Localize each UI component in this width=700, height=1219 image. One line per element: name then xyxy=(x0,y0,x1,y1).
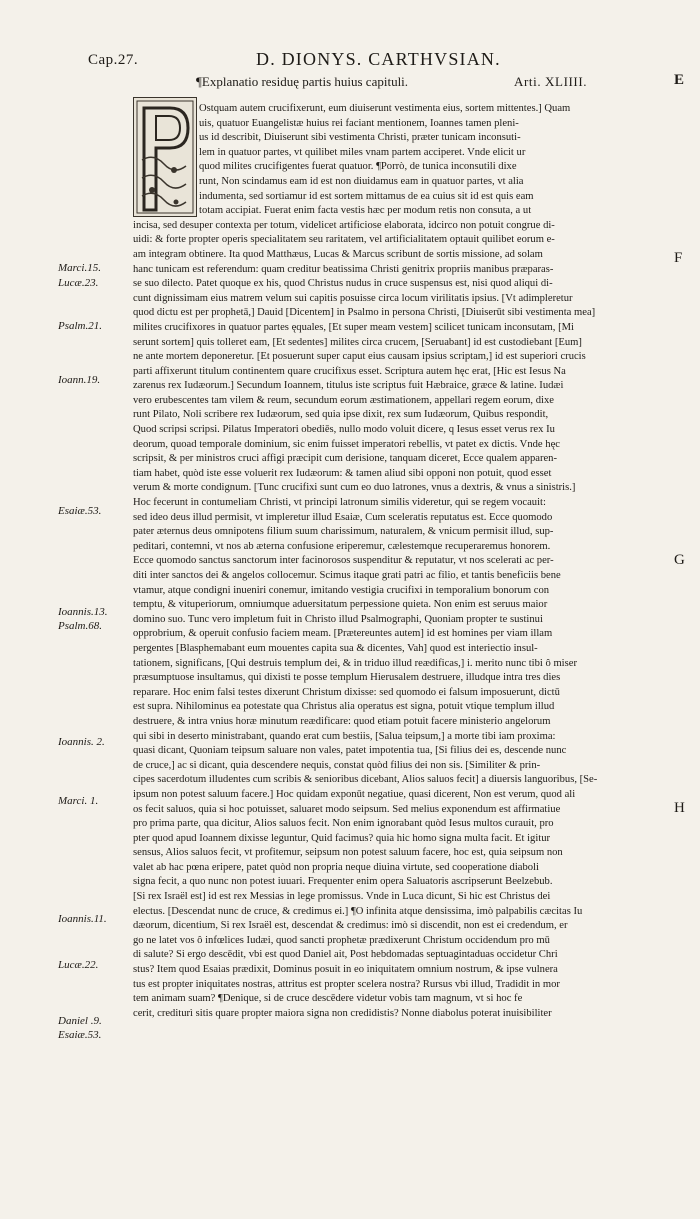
text-line: scripsit, & per ministros cruci affigi præcipit cum derisione, tanquam diceret, Ecce qualem apparen- xyxy=(133,453,557,465)
text-line: deorum, quoad temporale dominium, sic enim fuisset imperatori rebellis, vt patet ex dictis. Vnde hęc xyxy=(133,438,560,450)
text-line: incisa, sed desuper contexta per totum, videlicet artificiose elaborata, idcirco non potuit congrue di- xyxy=(133,219,555,231)
margin-note: Marci.15. xyxy=(58,262,101,274)
section-letter: G xyxy=(674,552,685,568)
text-line: sed ideo deus illud permisit, vt impleretur illud Esaiæ, Cum sceleratis reputatus est. Ecce quomodo xyxy=(133,511,553,523)
text-line: hanc tunicam est referendum: quam creditur beatissima Christi genitrix propriis manibus præparas- xyxy=(133,263,554,275)
margin-note: Lucæ.22. xyxy=(58,959,99,971)
text-line: di salute? Si ergo descēdit, vbi est quod Daniel ait, Post hebdomadas septuagintaduas occidetur Chri xyxy=(133,949,558,961)
running-title: D. DIONYS. CARTHVSIAN. xyxy=(256,49,501,69)
margin-note: Psalm.21. xyxy=(58,320,102,332)
text-line: pergentes [Blasphemabant eum mouentes capita sua & dicentes, Vah] quod est interiectio insul- xyxy=(133,642,538,654)
margin-note: Ioann.19. xyxy=(58,374,101,386)
margin-note: Ioannis. 2. xyxy=(58,736,105,748)
margin-note: Ioannis.11. xyxy=(58,913,107,925)
text-line: [Si rex Israël est] id est rex Messias in lege promissus. Vnde in Luca dicunt, Si hic est Christus dei xyxy=(133,891,551,903)
text-line: zarenus rex Iudæorum.] Secundum Ioannem, titulus iste scriptus fuit Hæbraice, græce & latine. Iudæi xyxy=(133,380,564,392)
margin-note: Esaiæ.53. xyxy=(58,505,102,517)
text-line: tationem, significans, [Qui destruis templum dei, & in triduo illud reædificas,] i. merito nunc tibi ô miser xyxy=(133,657,577,669)
text-line: diti inter sanctos dei & angelos collocemur. Scimus itaque grati patri ac filio, et tantis beneficiis bene xyxy=(133,570,561,581)
text-line: opprobrium, & operuit confusio faciem meam. [Prætereuntes autem] id est homines per viam illam xyxy=(133,628,553,640)
margin-note: Psalm.68. xyxy=(58,620,102,632)
text-line: peditari, contemni, vt nos ab æterna confusione eriperemur, cælestemque recuperaremus honorem. xyxy=(133,540,551,552)
text-line: de cruce,] ac si dicant, quia descendere nequis, constat quòd filius dei non sis. [Similiter & prin- xyxy=(133,759,541,771)
text-line: ne ante mortem deponeretur. [Et posuerunt super caput eius causam ipsius scriptam,] id est superiori crucis xyxy=(133,351,586,363)
text-line: cipes sacerdotum illudentes cum scribis & senioribus dicebant, Alios saluos fecit] a diuersis languoribus, [Se- xyxy=(133,774,598,786)
margin-note: Marci. 1. xyxy=(58,795,99,807)
text-line: tem animam suam? ¶Denique, si de cruce descēdere videtur vobis tam magnum, vt si hoc fe xyxy=(133,993,523,1005)
text-line: electus. [Descendat nunc de cruce, & credimus ei.] ¶O infinita atque densissima, imò palpabilis cæcitas Iu xyxy=(133,905,583,917)
text-line: runt, Non scindamus eam id est non diuidamus eam in quatuor partes, vt alia xyxy=(199,175,524,187)
text-line: temptu, & vituperiorum, omniumque aduersitatum perpessione quieta. Non enim est seruus maior xyxy=(133,599,548,611)
text-line: cunt dignissimam eius matrem velum sui capitis posuisse circa locum virilitatis ipsius. [Vt adimpleretur xyxy=(133,292,573,304)
text-line: totam accipiat. Fuerat enim facta vestis hæc per modum retis non consuta, a ut xyxy=(199,205,532,217)
section-letter: F xyxy=(674,250,683,266)
text-line: tiam habet, quòd iste esse voluerit rex Iudæorum: & tamen aliud sibi opponi non potuit, quod esset xyxy=(133,467,552,479)
commentary-text xyxy=(133,102,678,1051)
text-line: se suo dilecto. Patet quoque ex his, quod Christus nudus in cruce suspensus est, nisi quod aliqui di- xyxy=(133,278,553,290)
section-letter: E xyxy=(674,72,685,88)
text-line: vtamur, atque condigni inueniri conemur, imitando vestigia crucifixi in temporalium bonorum con xyxy=(133,584,550,596)
text-line: sensus, Alios saluos fecit, vt profitemur, seipsum non potest saluum facere, hoc est, quia seipsum non xyxy=(133,847,563,859)
text-line: vero erubescentes tam vilem & reum, secundum eorum æstimationem, appellari regem eorum, dixe xyxy=(133,394,554,406)
text-line: præsumptuose insultamus, qui dixisti te posse templum Hierusalem destruere, illudque intra tres dies xyxy=(133,672,561,684)
text-line: serunt sortem] quis tolleret eam, [Et sedentes] milites circa crucem, [Seruabant] id est custodiebant [Eum] xyxy=(133,336,582,348)
text-line: cerit, crediturì sitis quare propter maiora signa non credidistis? Nonne diabolus poterat inuisibiliter xyxy=(133,1007,552,1019)
margin-note: Esaiæ.53. xyxy=(58,1029,102,1041)
text-line: quod dictu est per prophetā,] Dauid [Dicentem] in Psalmo in persona Christi, [Diuiserūt sibi vestimenta mea] xyxy=(133,307,596,319)
chapter-number: Cap.27. xyxy=(88,52,139,68)
margin-note: Ioannis.13. xyxy=(58,606,108,618)
text-line: go ne latet vos ô infœlices Iudæi, quod sancti prophetæ prædixerunt Christum occidendum pro mū xyxy=(133,934,550,946)
text-line: ipsum non potest saluum facere.] Hoc quidam exponūt negatiue, quasi dicerent, Non est verum, quod ali xyxy=(133,788,576,800)
text-line: destruere, & intra vnius horæ minutum reædificare: quod etiam potuit facere ministerio angelorum xyxy=(133,715,551,727)
text-line: am integram obtinere. Ita quod Matthæus, Lucas & Marcus scribunt de sortis missione, ad solam xyxy=(133,248,543,260)
text-line: est supra. Nihilominus ea potestate qua Christus alia operatus est signa, potuit vtique templum illud xyxy=(133,701,555,713)
text-line: reparare. Hoc enim falsi testes dixerunt Christum dixisse: sed quomodo ei falsum imposuerunt, dictū xyxy=(133,686,560,698)
text-line: qui sibi in deserto ministrabant, quando erat cum bestiis, [Salua teipsum,] a morte tibi iam proxima: xyxy=(133,730,556,742)
text-line: uidi: & forte propter operis specialitatem seu raritatem, vel artificialitatem optauit quilibet eorum e- xyxy=(133,234,555,246)
text-line: Ostquam autem crucifixerunt, eum diuiserunt vestimenta eius, sortem mittentes.] Quam xyxy=(199,103,571,114)
text-line: Hoc fecerunt in contumeliam Christi, vt principi latronum similis videretur, qui se regem vocauit: xyxy=(133,497,546,509)
text-line: valet ab hac pœna eripere, patet quòd non propria neque diuina virtute, sed cooperatione diaboli xyxy=(133,861,539,873)
text-line: lem in quatuor partes, vt quilibet miles vnam partem acciperet. Vnde elicit ur xyxy=(199,146,526,158)
text-line: os fecit saluos, quia si hoc potuisset, saluaret modo seipsum. Sed melius exponendum est affirmatiue xyxy=(133,803,561,815)
text-line: tus est propter iniquitates nostras, attritus est propter scelera nostra? Rursus vbi illud, Tradidit in mor xyxy=(133,978,560,990)
text-line: stus? Item quod Esaias prædixit, Dominus posuit in eo iniquitatem omnium nostrum, & ipse vulnera xyxy=(133,964,558,976)
text-line: pter quod apud Ioannem dixisse leguntur, Quid facimus? quia hic homo signa multa facit. Et igitur xyxy=(133,832,551,844)
text-line: us id describit, Diuiserunt sibi vestimenta Christi, præter tunicam inconsuti- xyxy=(199,132,521,144)
text-line: runt Pilato, Noli scribere rex Iudæorum, sed quia ipse dixit, rex sum Iudæorum, Quibus respondit, xyxy=(133,409,549,421)
text-line xyxy=(133,1036,678,1051)
text-line: parti affixerunt titulum continentem quare crucifixus esset. Scriptura autem hęc erat, [Hic est Iesus Na xyxy=(133,365,566,377)
article-number: Arti. XLIIII. xyxy=(514,74,588,89)
text-line xyxy=(133,1021,678,1036)
text-line: indumenta, sed sortiamur id est sortem mittamus de ea cuius sit id est quis eam xyxy=(199,190,534,202)
section-subtitle: ¶Explanatio residuę partis huius capituli. xyxy=(196,74,409,89)
text-line: domino suo. Tunc vero impletum fuit in Christo illud Psalmographi, Quoniam propter te sustinui xyxy=(133,613,543,625)
text-line: Quod scripsi scripsi. Pilatus Imperatori obediēs, nullo modo voluit dicere, q Iesus esset verus rex Iu xyxy=(133,424,555,436)
text-line: quod milites crucifigentes fuerat quatuor. ¶Porrò, de tunica inconsutili dixe xyxy=(199,161,517,173)
text-line: Ecce quomodo sanctus sanctorum inter facinorosos suspenditur & reputatur, vt nos scelerati ac per- xyxy=(133,555,554,567)
text-line: verum & morte condignum. [Tunc crucifixi sunt cum eo duo latrones, vnus a dextris, & vnus a sinistris.] xyxy=(133,482,576,494)
text-line: dæorum, dicentium, Si rex Israël est, descendat & credimus: imò si discendit, non est ei credendum, er xyxy=(133,920,568,932)
text-line: quasi dicant, Quoniam teipsum saluare non vales, patet impotentia tua, [Si filius dei es, descende nunc xyxy=(133,745,567,757)
text-line: uis, quatuor Euangelistæ huius rei faciant mentionem, Ioannes tamen pleni- xyxy=(199,117,519,129)
margin-note: Lucæ.23. xyxy=(58,277,99,289)
section-letter: H xyxy=(674,800,685,816)
text-line: pro prima parte, qua dicitur, Alios saluos fecit. Non enim ignorabant quòd Iesus multos curauit, pro xyxy=(133,818,554,830)
text-line: pater æternus deus omnipotens filium suum charissimum, naturalem, & vnicum permisit illud, sup- xyxy=(133,526,554,538)
text-line: milites crucifixores in quatuor partes ęquales, [Et super meam vestem] scilicet tunicam inconsutam, [Mi xyxy=(133,321,574,333)
text-line: signa fecit, a quo nunc non potest iuuari. Frequenter enim opera Saluatoris ascripserunt Beelzebub. xyxy=(133,876,553,888)
margin-note: Daniel .9. xyxy=(58,1015,102,1027)
